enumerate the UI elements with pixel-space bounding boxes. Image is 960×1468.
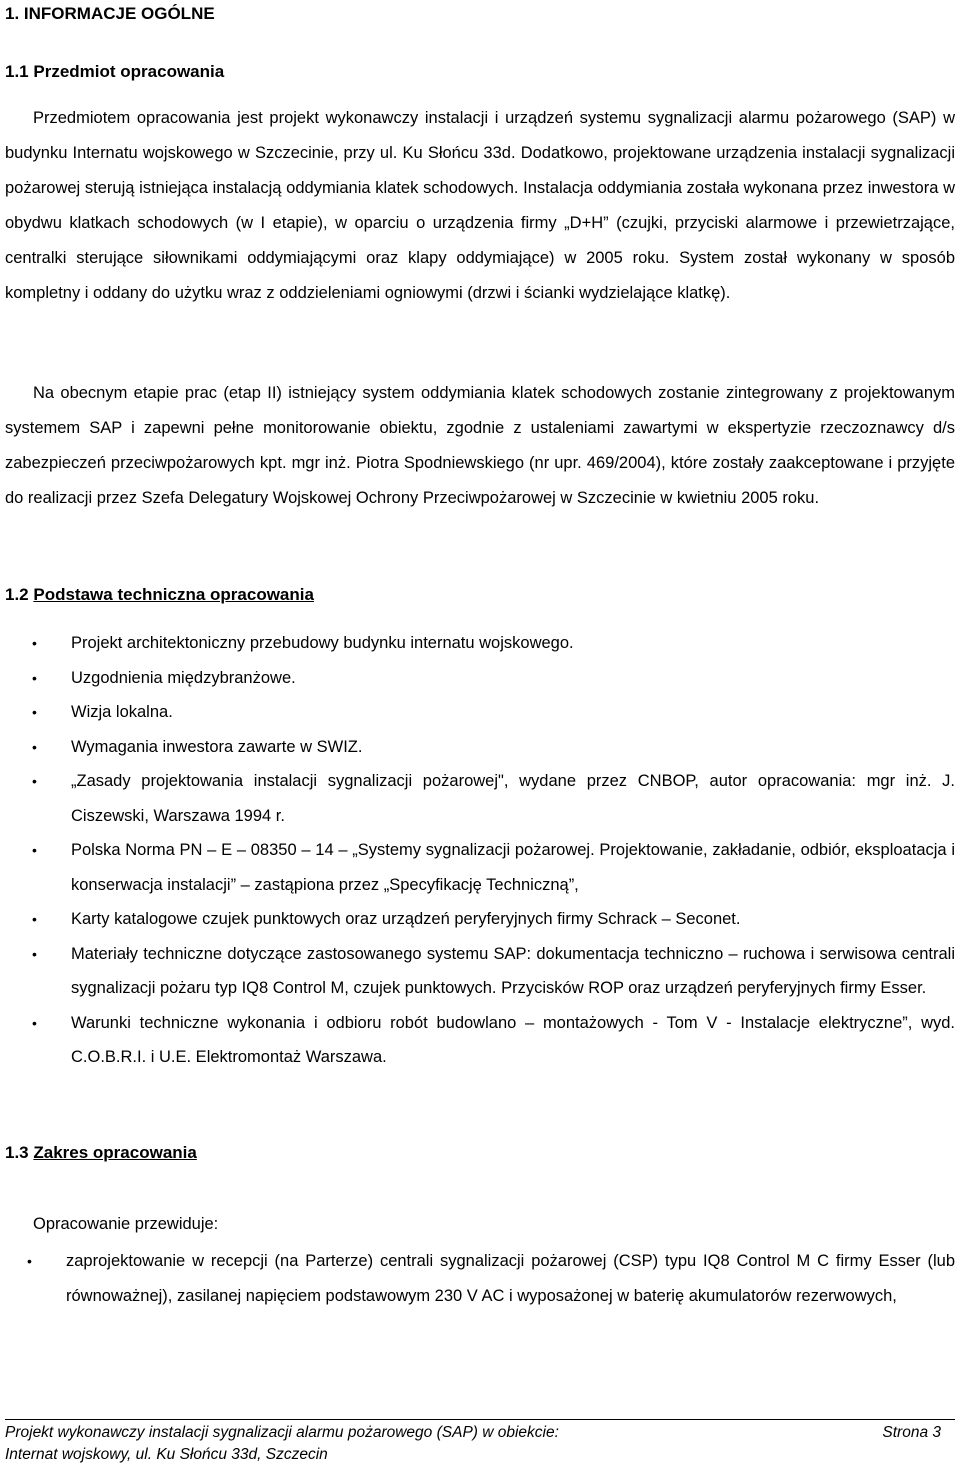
list-item xyxy=(5,695,955,730)
bullet-icon: • xyxy=(32,842,37,858)
subsection-number: 1.1 xyxy=(5,62,29,81)
scope-list xyxy=(5,1244,955,1313)
bullet-icon: • xyxy=(32,738,37,755)
list-item xyxy=(5,1244,955,1313)
list-item xyxy=(5,730,955,765)
bullet-icon: • xyxy=(32,773,37,789)
list-item xyxy=(5,1006,955,1075)
list-item xyxy=(5,937,955,1006)
bullet-icon: • xyxy=(27,1253,32,1269)
list-item-text: Uzgodnienia międzybranżowe. xyxy=(71,668,296,687)
bullet-icon: • xyxy=(32,635,37,651)
list-item-text: Projekt architektoniczny przebudowy budynku internatu wojskowego. xyxy=(71,634,574,652)
subsection-1-3-heading xyxy=(5,1143,197,1163)
bullet-icon: • xyxy=(32,669,37,686)
list-item-text: Wizja lokalna. xyxy=(71,703,173,721)
subsection-title: Przedmiot opracowania xyxy=(33,62,225,81)
list-item-text: Polska Norma PN – E – 08350 – 14 – „Systemy sygnalizacji pożarowej. Projektowanie, zakładanie, odbiór, eksploatacja i konserwacja instalacji” – zastąpiona przez „Specyfikację Techniczną”, xyxy=(71,841,955,894)
list-item xyxy=(5,764,955,833)
list-item-text: „Zasady projektowania instalacji sygnalizacji pożarowej", wydane przez CNBOP, autor opracowania: mgr inż. J. Ciszewski, Warszawa 1994 r. xyxy=(71,772,955,825)
list-item-text: Karty katalogowe czujek punktowych oraz urządzeń peryferyjnych firmy Schrack – Seconet. xyxy=(71,910,741,928)
bullet-icon: • xyxy=(32,704,37,720)
subsection-title: Zakres opracowania xyxy=(33,1143,197,1162)
list-item-text: Wymagania inwestora zawarte w SWIZ. xyxy=(71,737,363,756)
bullet-icon: • xyxy=(32,1014,37,1031)
footer-divider xyxy=(5,1419,955,1420)
paragraph-stage-two: Na obecnym etapie prac (etap II) istniejący system oddymiania klatek schodowych zostanie zintegrowany z projektowanym systemem SAP i zapewni pełne monitorowanie obiektu, zgodnie z ustaleniami zawartymi w ekspertyzie rzeczoznawcy d/s zabezpieczeń przeciwpożarowych kpt. mgr inż. Piotra Spodniewskiego (nr upr. 469/2004), które zostały zaakceptowane i przyjęte do realizacji przez Szefa Delegatury Wojskowej Ochrony Przeciwpożarowej w Szczecinie w kwietniu 2005 roku. xyxy=(5,384,955,507)
list-item xyxy=(5,833,955,902)
page-number: Strona 3 xyxy=(882,1424,941,1441)
technical-basis-list xyxy=(5,626,955,1075)
list-item-text: Warunki techniczne wykonania i odbioru robót budowlano – montażowych - Tom V - Instalacje elektryczne”, wyd. C.O.B.R.I. i U.E. Elektromontaż Warszawa. xyxy=(71,1013,955,1066)
list-item xyxy=(5,626,955,661)
footer-address-line: Internat wojskowy, ul. Ku Słońcu 33d, Szczecin xyxy=(5,1446,328,1463)
subsection-title: Podstawa techniczna opracowania xyxy=(33,585,314,604)
list-item xyxy=(5,661,955,696)
bullet-icon: • xyxy=(32,945,37,962)
footer-project-line: Projekt wykonawczy instalacji sygnalizacji alarmu pożarowego (SAP) w obiekcie: xyxy=(5,1424,559,1441)
subsection-number: 1.3 xyxy=(5,1143,29,1162)
list-item-text: zaprojektowanie w recepcji (na Parterze) centrali sygnalizacji pożarowej (CSP) typu IQ8 Control M C firmy Esser (lub równoważnej), zasilanej napięciem podstawowym 230 V AC i wyposażonej w baterię akumulatorów rezerwowych, xyxy=(66,1252,955,1305)
subsection-number: 1.2 xyxy=(5,585,29,604)
section-title: 1. INFORMACJE OGÓLNE xyxy=(5,4,215,23)
scope-intro: Opracowanie przewiduje: xyxy=(33,1215,219,1233)
page-footer xyxy=(5,1422,955,1466)
subsection-1-1-heading xyxy=(5,62,224,82)
list-item-text: Materiały techniczne dotyczące zastosowanego systemu SAP: dokumentacja techniczno – ruchowa i serwisowa centrali sygnalizacji pożaru typ IQ8 Control M, czujek punktowych. Przycisków ROP oraz urządzeń peryferyjnych firmy Esser. xyxy=(71,944,955,997)
bullet-icon: • xyxy=(32,911,37,927)
list-item xyxy=(5,902,955,937)
subsection-1-2-heading xyxy=(5,585,314,605)
paragraph-subject: Przedmiotem opracowania jest projekt wykonawczy instalacji i urządzeń systemu sygnalizacji alarmu pożarowego (SAP) w budynku Internatu wojskowego w Szczecinie, przy ul. Ku Słońcu 33d. Dodatkowo, projektowane urządzenia instalacji sygnalizacji pożarowej sterują istniejąca instalacją oddymiania klatek schodowych. Instalacja oddymiania została wykonana przez inwestora w obydwu klatkach schodowych (w I etapie), w oparciu o urządzenia firmy „D+H” (czujki, przyciski alarmowe i przewietrzające, centralki sterujące siłownikami oddymiającymi oraz klapy oddymiające) w 2005 roku. System został wykonany w sposób kompletny i oddany do użytku wraz z oddzieleniami ogniowymi (drzwi i ścianki wydzielające klatkę). xyxy=(5,109,955,302)
